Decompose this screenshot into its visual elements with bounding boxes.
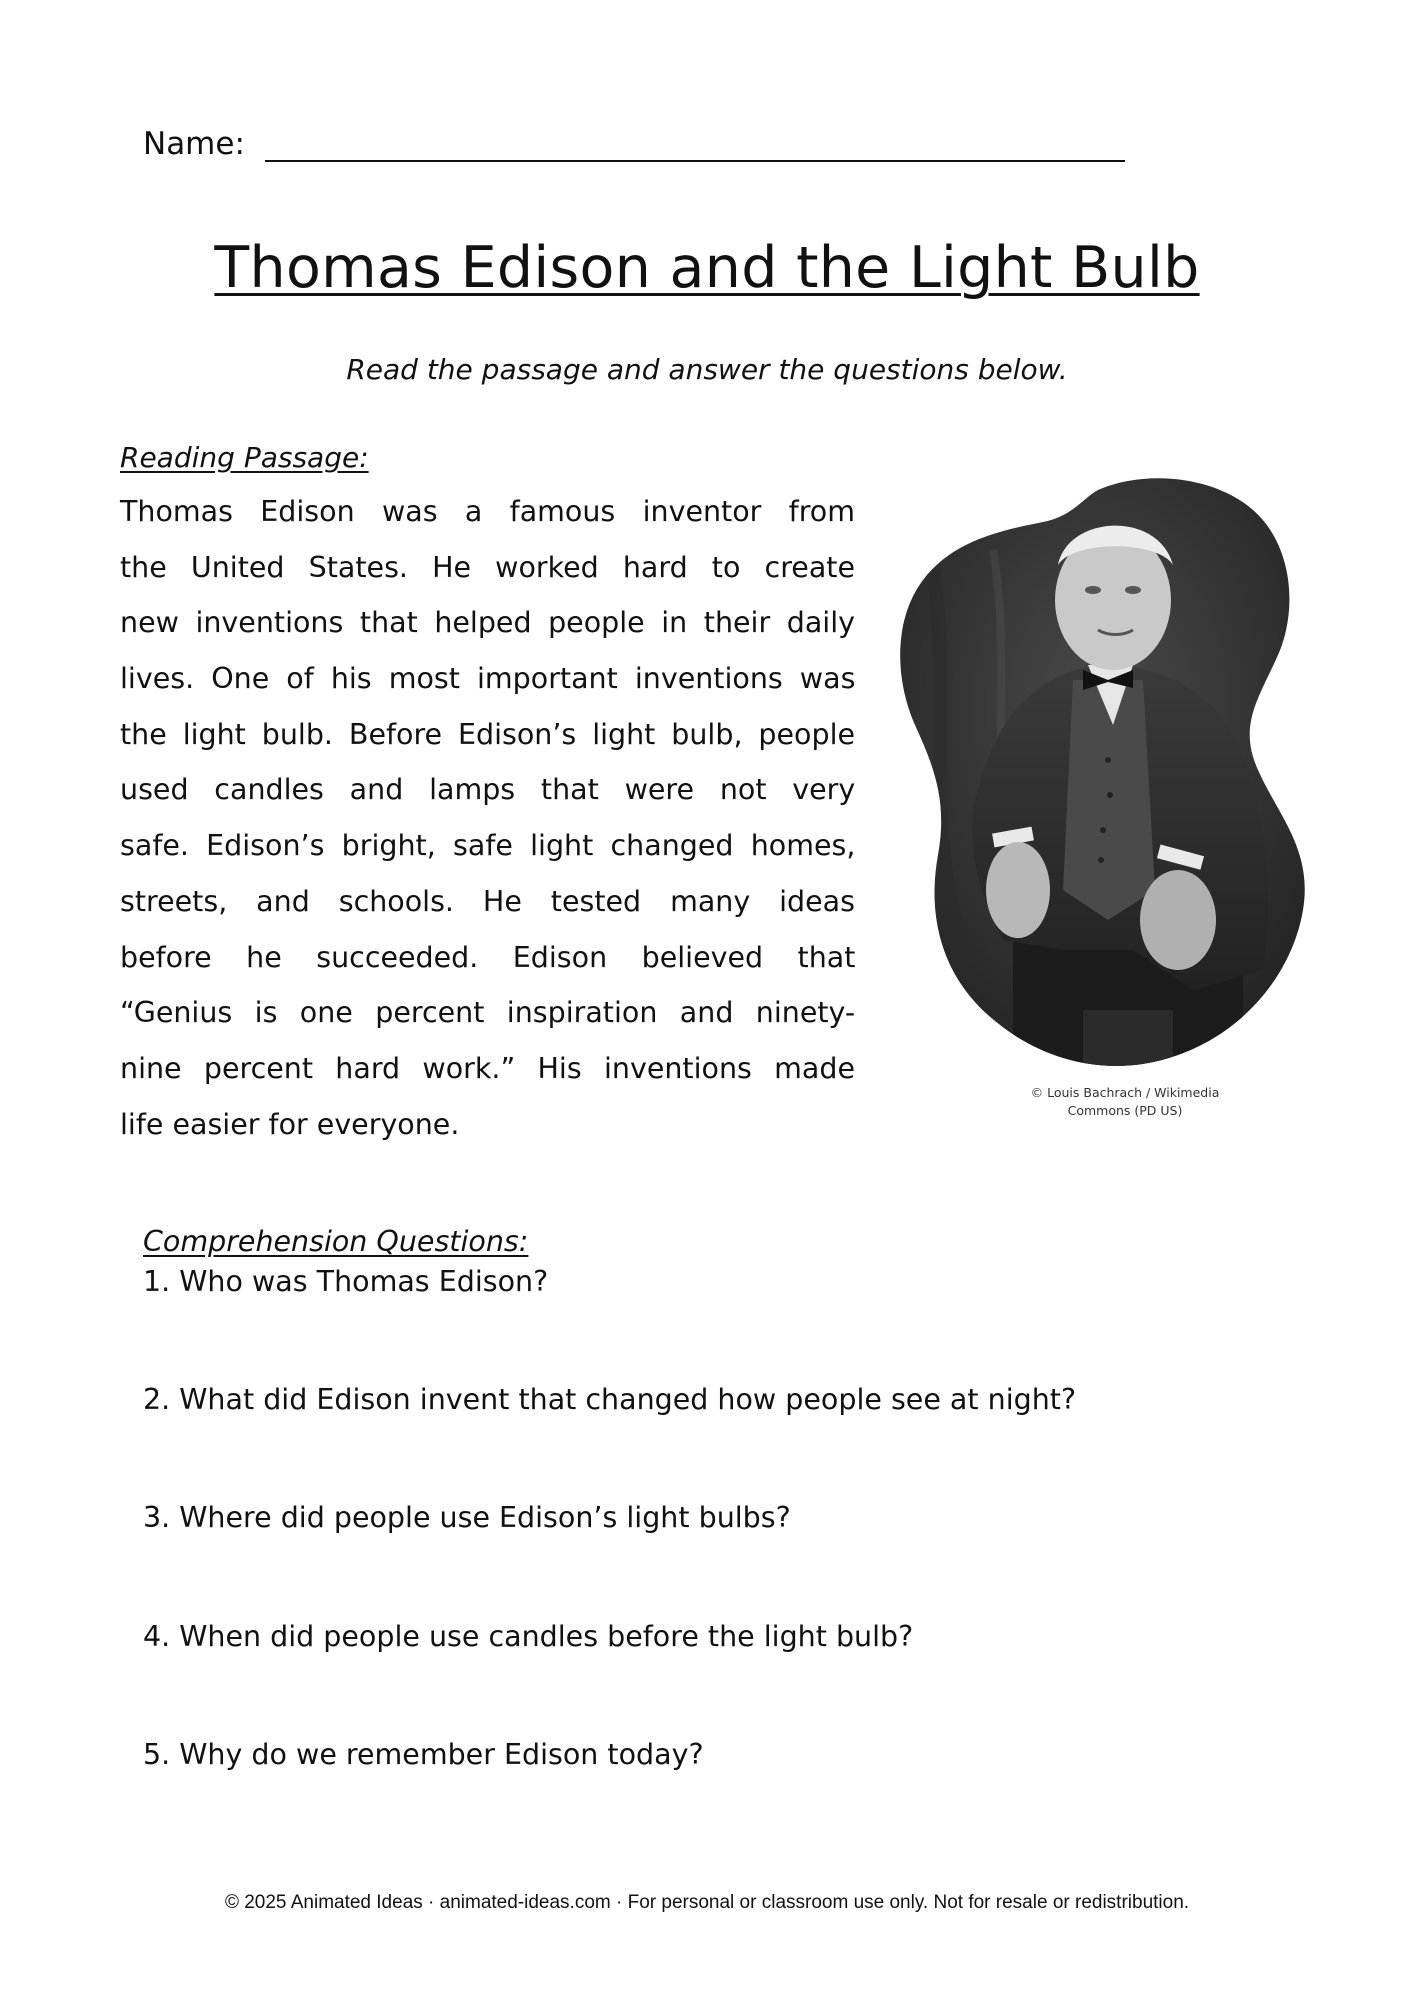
comprehension-questions-heading: Comprehension Questions: [143,1225,529,1258]
passage-line: safe. Edison’s bright, safe light changed homes, [120,829,856,863]
passage-line: used candles and lamps that were not very [120,773,856,807]
photo-credit-line-2: Commons (PD US) [1067,1103,1183,1118]
passage-line: new inventions that helped people in their daily [120,606,855,640]
question-1: 1. Who was Thomas Edison? [143,1265,549,1298]
name-field[interactable] [143,122,1133,166]
reading-passage [120,484,855,1152]
passage-line: before he succeeded. Edison believed that [120,940,856,974]
photo-credit [975,1084,1275,1120]
passage-line: Thomas Edison was a famous inventor from [120,495,855,528]
question-3: 3. Where did people use Edison’s light bulbs? [143,1501,791,1534]
reading-passage-heading: Reading Passage: [120,441,369,474]
name-label: Name: [143,126,245,162]
passage-line: the United States. He worked hard to create [120,550,855,584]
photo-credit-line-1: © Louis Bachrach / Wikimedia [1030,1085,1220,1100]
passage-line: life easier for everyone. [120,1107,460,1141]
question-4: 4. When did people use candles before the light bulb? [143,1620,914,1653]
passage-line: nine percent hard work.” His inventions made [120,1051,855,1085]
passage-line: lives. One of his most important inventions was [120,662,856,696]
question-2: 2. What did Edison invent that changed how people see at night? [143,1383,1077,1416]
passage-line: streets, and schools. He tested many ideas [120,884,855,918]
page-title-container [0,232,1414,304]
page-title: Thomas Edison and the Light Bulb [214,235,1200,301]
passage-line: the light bulb. Before Edison’s light bulb, people [120,717,856,751]
copyright-footer: © 2025 Animated Ideas · animated-ideas.com · For personal or classroom use only. Not for resale or redistribution. [224,1892,1190,1913]
question-5: 5. Why do we remember Edison today? [143,1738,704,1771]
edison-portrait-photo [893,470,1308,1070]
passage-line: “Genius is one percent inspiration and ninety- [120,996,856,1030]
instructions: Read the passage and answer the questions below. [346,353,1068,386]
name-blank-line[interactable] [265,160,1125,162]
